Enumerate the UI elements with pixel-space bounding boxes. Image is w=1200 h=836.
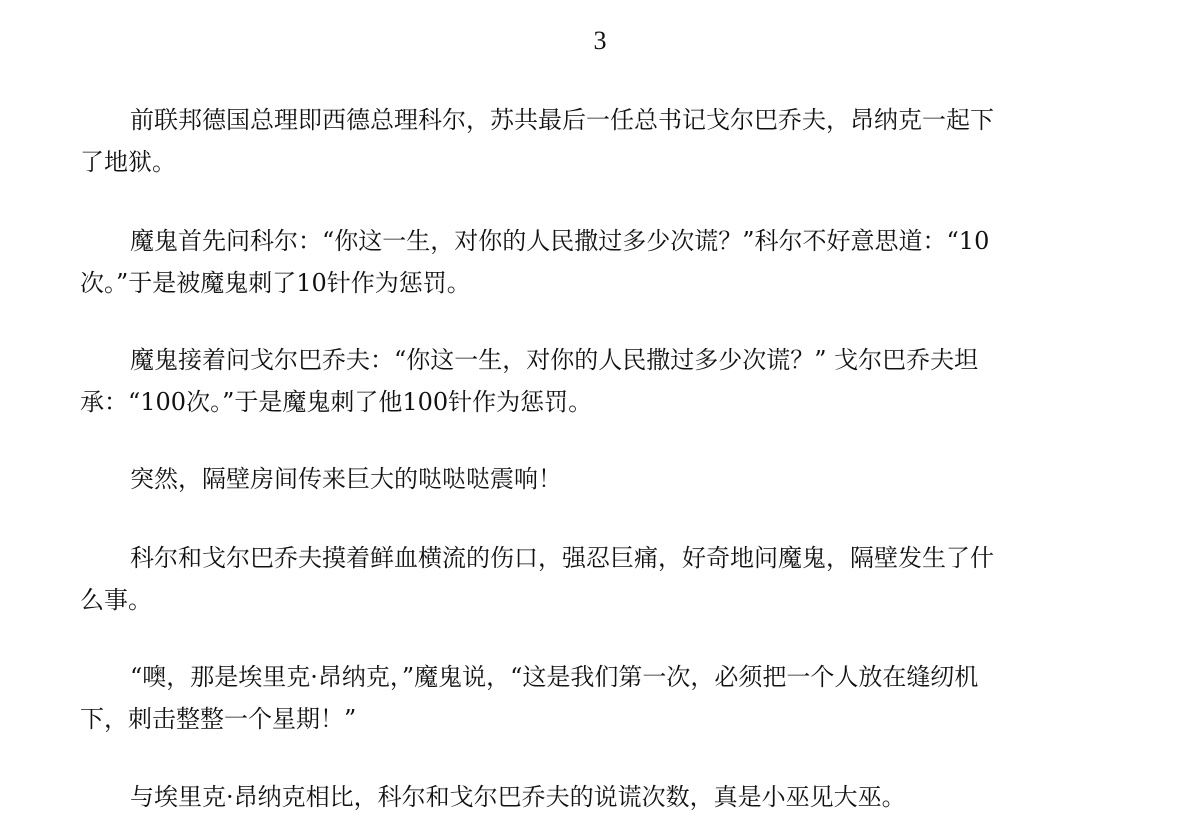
- paragraph-line: 突然，隔壁房间传来巨大的哒哒哒震响！: [130, 465, 562, 493]
- paragraph-line: 了地狱。: [80, 148, 176, 176]
- paragraph-line: 与埃里克·昂纳克相比，科尔和戈尔巴乔夫的说谎次数，真是小巫见大巫。: [130, 783, 906, 811]
- paragraph-line: 科尔和戈尔巴乔夫摸着鲜血横流的伤口，强忍巨痛，好奇地问魔鬼，隔壁发生了什: [130, 544, 994, 572]
- page-number: 3: [593, 26, 607, 55]
- paragraph-line: “噢，那是埃里克·昂纳克，”魔鬼说，“这是我们第一次，必须把一个人放在缝纫机: [130, 663, 979, 691]
- paragraph-line: 承：“100次。”于是魔鬼刺了他100针作为惩罚。: [80, 388, 593, 416]
- paragraph-line: 次。”于是被魔鬼刺了10针作为惩罚。: [80, 269, 471, 297]
- paragraph-line: 么事。: [80, 586, 152, 614]
- paragraph-line: 魔鬼接着问戈尔巴乔夫：“你这一生，对你的人民撒过多少次谎？” 戈尔巴乔夫坦: [130, 346, 979, 374]
- paragraph-line: 魔鬼首先问科尔：“你这一生，对你的人民撒过多少次谎？”科尔不好意思道：“10: [130, 227, 990, 255]
- paragraph-line: 前联邦德国总理即西德总理科尔，苏共最后一任总书记戈尔巴乔夫，昂纳克一起下: [130, 106, 994, 134]
- paragraph-line: 下，刺击整整一个星期！”: [80, 705, 357, 733]
